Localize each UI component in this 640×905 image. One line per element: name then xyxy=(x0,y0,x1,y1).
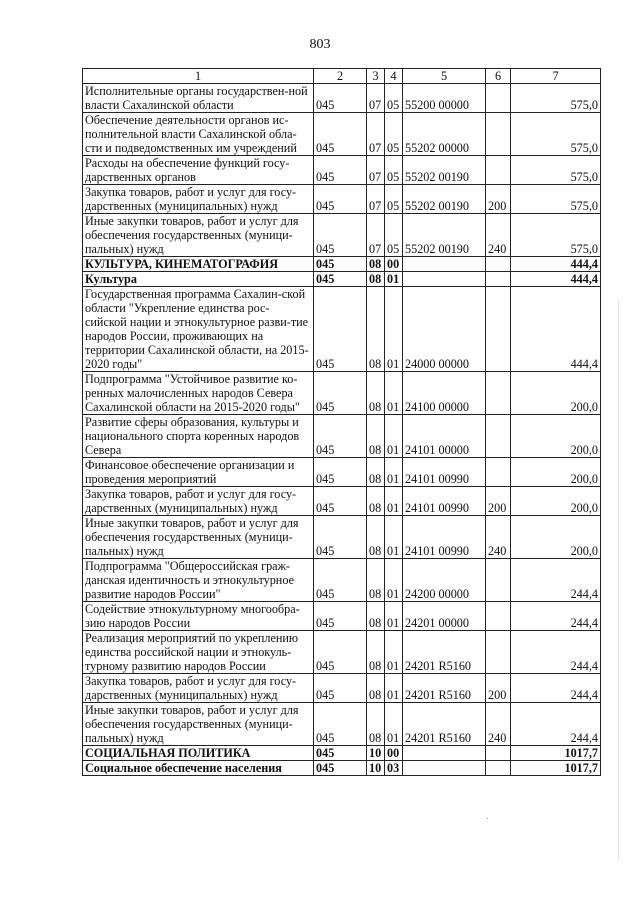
row-target-article-cell xyxy=(403,761,486,776)
row-grbs-cell: 045 xyxy=(314,372,367,415)
row-name-cell: Иные закупки товаров, работ и услуг для обеспечения государственных (муници-пальных) нужд xyxy=(83,703,314,746)
row-amount-cell: 575,0 xyxy=(511,214,601,257)
row-name-cell: Закупка товаров, работ и услуг для госу-дарственных (муниципальных) нужд xyxy=(83,185,314,214)
row-name-cell: Закупка товаров, работ и услуг для госу-дарственных (муниципальных) нужд xyxy=(83,487,314,516)
row-expense-type-cell xyxy=(486,631,511,674)
row-grbs-cell: 045 xyxy=(314,272,367,287)
table-row xyxy=(83,761,601,776)
row-grbs-cell: 045 xyxy=(314,458,367,487)
row-name-cell: Финансовое обеспечение организации и проведения мероприятий xyxy=(83,458,314,487)
row-target-article-cell: 24201 00000 xyxy=(403,602,486,631)
row-section-cell: 08 xyxy=(367,415,385,458)
row-target-article-cell xyxy=(403,257,486,272)
row-grbs-cell: 045 xyxy=(314,113,367,156)
row-grbs-cell: 045 xyxy=(314,287,367,372)
row-expense-type-cell xyxy=(486,287,511,372)
row-section-cell: 08 xyxy=(367,703,385,746)
row-target-article-cell: 55202 00000 xyxy=(403,113,486,156)
row-name-cell: Реализация мероприятий по укреплению единства российской нации и этнокуль-турному развитию народов России xyxy=(83,631,314,674)
row-subsection-cell: 01 xyxy=(385,372,403,415)
table-row xyxy=(83,674,601,703)
row-section-cell: 08 xyxy=(367,372,385,415)
row-name-cell: Культура xyxy=(83,272,314,287)
row-name-cell: Развитие сферы образования, культуры и национального спорта коренных народов Севера xyxy=(83,415,314,458)
row-subsection-cell: 01 xyxy=(385,516,403,559)
row-subsection-cell: 01 xyxy=(385,415,403,458)
row-amount-cell: 244,4 xyxy=(511,602,601,631)
row-expense-type-cell xyxy=(486,458,511,487)
row-amount-cell: 444,4 xyxy=(511,272,601,287)
row-section-cell: 07 xyxy=(367,185,385,214)
row-amount-cell: 444,4 xyxy=(511,257,601,272)
row-target-article-cell: 24201 R5160 xyxy=(403,703,486,746)
row-name-cell: Подпрограмма "Общероссийская граж-данская идентичность и этнокультурное развитие народов России" xyxy=(83,559,314,602)
header-col-4: 4 xyxy=(385,69,403,84)
table-row xyxy=(83,631,601,674)
row-expense-type-cell xyxy=(486,156,511,185)
row-grbs-cell: 045 xyxy=(314,185,367,214)
row-amount-cell: 575,0 xyxy=(511,113,601,156)
row-expense-type-cell: 200 xyxy=(486,674,511,703)
row-expense-type-cell: 240 xyxy=(486,214,511,257)
row-name-cell: Социальное обеспечение населения xyxy=(83,761,314,776)
row-subsection-cell: 01 xyxy=(385,487,403,516)
row-subsection-cell: 01 xyxy=(385,674,403,703)
row-target-article-cell xyxy=(403,746,486,761)
row-amount-cell: 575,0 xyxy=(511,156,601,185)
row-target-article-cell: 24201 R5160 xyxy=(403,674,486,703)
header-col-2: 2 xyxy=(314,69,367,84)
row-subsection-cell: 01 xyxy=(385,272,403,287)
row-expense-type-cell xyxy=(486,746,511,761)
row-subsection-cell: 05 xyxy=(385,113,403,156)
table-row xyxy=(83,559,601,602)
table-row xyxy=(83,746,601,761)
row-section-cell: 08 xyxy=(367,272,385,287)
table-row xyxy=(83,287,601,372)
row-expense-type-cell xyxy=(486,113,511,156)
row-expense-type-cell xyxy=(486,559,511,602)
row-name-cell: Иные закупки товаров, работ и услуг для обеспечения государственных (муници-пальных) нужд xyxy=(83,516,314,559)
row-target-article-cell: 24101 00990 xyxy=(403,487,486,516)
row-section-cell: 08 xyxy=(367,674,385,703)
row-target-article-cell: 55200 00000 xyxy=(403,84,486,113)
row-subsection-cell: 01 xyxy=(385,559,403,602)
header-col-1: 1 xyxy=(83,69,314,84)
row-expense-type-cell xyxy=(486,415,511,458)
row-target-article-cell: 24201 R5160 xyxy=(403,631,486,674)
row-subsection-cell: 05 xyxy=(385,214,403,257)
row-expense-type-cell xyxy=(486,602,511,631)
row-name-cell: Государственная программа Сахалин-ской области "Укрепление единства рос-сийской нации и этнокультурное разви-тие народов России, проживающих на территории Сахалинской области, на 2015-2020 годы" xyxy=(83,287,314,372)
row-amount-cell: 244,4 xyxy=(511,703,601,746)
row-section-cell: 08 xyxy=(367,602,385,631)
row-amount-cell: 444,4 xyxy=(511,287,601,372)
row-name-cell: Исполнительные органы государствен-ной власти Сахалинской области xyxy=(83,84,314,113)
row-grbs-cell: 045 xyxy=(314,257,367,272)
row-name-cell: Подпрограмма "Устойчивое развитие ко-ренных малочисленных народов Севера Сахалинской области на 2015-2020 годы" xyxy=(83,372,314,415)
row-grbs-cell: 045 xyxy=(314,602,367,631)
header-col-7: 7 xyxy=(511,69,601,84)
row-amount-cell: 575,0 xyxy=(511,84,601,113)
table-row xyxy=(83,703,601,746)
row-subsection-cell: 00 xyxy=(385,746,403,761)
row-section-cell: 07 xyxy=(367,214,385,257)
row-amount-cell: 244,4 xyxy=(511,559,601,602)
table-row xyxy=(83,602,601,631)
row-name-cell: Иные закупки товаров, работ и услуг для обеспечения государственных (муници-пальных) нужд xyxy=(83,214,314,257)
budget-table xyxy=(82,68,601,776)
table-row xyxy=(83,113,601,156)
row-target-article-cell: 24101 00990 xyxy=(403,516,486,559)
row-subsection-cell: 01 xyxy=(385,703,403,746)
row-expense-type-cell xyxy=(486,272,511,287)
row-name-cell: Расходы на обеспечение функций госу-дарственных органов xyxy=(83,156,314,185)
row-grbs-cell: 045 xyxy=(314,516,367,559)
row-subsection-cell: 01 xyxy=(385,602,403,631)
table-row xyxy=(83,458,601,487)
row-target-article-cell: 24101 00000 xyxy=(403,415,486,458)
row-target-article-cell: 24200 00000 xyxy=(403,559,486,602)
row-grbs-cell: 045 xyxy=(314,214,367,257)
row-section-cell: 10 xyxy=(367,746,385,761)
row-target-article-cell: 24000 00000 xyxy=(403,287,486,372)
row-amount-cell: 200,0 xyxy=(511,487,601,516)
row-expense-type-cell xyxy=(486,761,511,776)
row-grbs-cell: 045 xyxy=(314,559,367,602)
header-col-3: 3 xyxy=(367,69,385,84)
row-section-cell: 08 xyxy=(367,287,385,372)
row-section-cell: 08 xyxy=(367,559,385,602)
table-row xyxy=(83,372,601,415)
row-subsection-cell: 03 xyxy=(385,761,403,776)
row-target-article-cell xyxy=(403,272,486,287)
row-expense-type-cell: 200 xyxy=(486,185,511,214)
page-number: 803 xyxy=(309,37,331,52)
table-row xyxy=(83,84,601,113)
row-name-cell: СОЦИАЛЬНАЯ ПОЛИТИКА xyxy=(83,746,314,761)
row-grbs-cell: 045 xyxy=(314,703,367,746)
table-row xyxy=(83,156,601,185)
row-name-cell: Содействие этнокультурному многообра-зию народов России xyxy=(83,602,314,631)
row-name-cell: КУЛЬТУРА, КИНЕМАТОГРАФИЯ xyxy=(83,257,314,272)
row-amount-cell: 244,4 xyxy=(511,631,601,674)
table-body xyxy=(83,84,601,776)
row-amount-cell: 200,0 xyxy=(511,516,601,559)
row-subsection-cell: 01 xyxy=(385,287,403,372)
row-expense-type-cell: 240 xyxy=(486,703,511,746)
row-subsection-cell: 01 xyxy=(385,631,403,674)
row-grbs-cell: 045 xyxy=(314,674,367,703)
row-section-cell: 08 xyxy=(367,257,385,272)
row-amount-cell: 575,0 xyxy=(511,185,601,214)
row-section-cell: 07 xyxy=(367,84,385,113)
scan-edge-line xyxy=(618,300,619,860)
row-name-cell: Закупка товаров, работ и услуг для госу-дарственных (муниципальных) нужд xyxy=(83,674,314,703)
row-target-article-cell: 24101 00990 xyxy=(403,458,486,487)
row-amount-cell: 244,4 xyxy=(511,674,601,703)
row-section-cell: 08 xyxy=(367,631,385,674)
row-subsection-cell: 01 xyxy=(385,458,403,487)
row-section-cell: 08 xyxy=(367,487,385,516)
row-section-cell: 07 xyxy=(367,113,385,156)
row-expense-type-cell: 200 xyxy=(486,487,511,516)
table-row xyxy=(83,516,601,559)
table-row xyxy=(83,257,601,272)
row-amount-cell: 1017,7 xyxy=(511,761,601,776)
row-grbs-cell: 045 xyxy=(314,84,367,113)
row-expense-type-cell: 240 xyxy=(486,516,511,559)
row-section-cell: 08 xyxy=(367,516,385,559)
row-target-article-cell: 55202 00190 xyxy=(403,156,486,185)
table-row xyxy=(83,415,601,458)
row-amount-cell: 1017,7 xyxy=(511,746,601,761)
row-grbs-cell: 045 xyxy=(314,487,367,516)
row-target-article-cell: 55202 00190 xyxy=(403,185,486,214)
row-grbs-cell: 045 xyxy=(314,746,367,761)
row-target-article-cell: 55202 00190 xyxy=(403,214,486,257)
header-col-6: 6 xyxy=(486,69,511,84)
table-row xyxy=(83,487,601,516)
row-amount-cell: 200,0 xyxy=(511,372,601,415)
row-subsection-cell: 05 xyxy=(385,156,403,185)
row-grbs-cell: 045 xyxy=(314,631,367,674)
row-section-cell: 10 xyxy=(367,761,385,776)
row-subsection-cell: 00 xyxy=(385,257,403,272)
row-amount-cell: 200,0 xyxy=(511,415,601,458)
header-col-5: 5 xyxy=(403,69,486,84)
row-expense-type-cell xyxy=(486,372,511,415)
row-grbs-cell: 045 xyxy=(314,415,367,458)
row-grbs-cell: 045 xyxy=(314,156,367,185)
row-subsection-cell: 05 xyxy=(385,185,403,214)
row-target-article-cell: 24100 00000 xyxy=(403,372,486,415)
row-amount-cell: 200,0 xyxy=(511,458,601,487)
table-row xyxy=(83,214,601,257)
table-row xyxy=(83,272,601,287)
header-row xyxy=(83,69,601,84)
row-name-cell: Обеспечение деятельности органов ис-полнительной власти Сахалинской обла-сти и подведомственных им учреждений xyxy=(83,113,314,156)
row-expense-type-cell xyxy=(486,257,511,272)
row-section-cell: 07 xyxy=(367,156,385,185)
row-section-cell: 08 xyxy=(367,458,385,487)
table-row xyxy=(83,185,601,214)
row-grbs-cell: 045 xyxy=(314,761,367,776)
row-subsection-cell: 05 xyxy=(385,84,403,113)
row-expense-type-cell xyxy=(486,84,511,113)
scan-speck xyxy=(487,818,488,819)
